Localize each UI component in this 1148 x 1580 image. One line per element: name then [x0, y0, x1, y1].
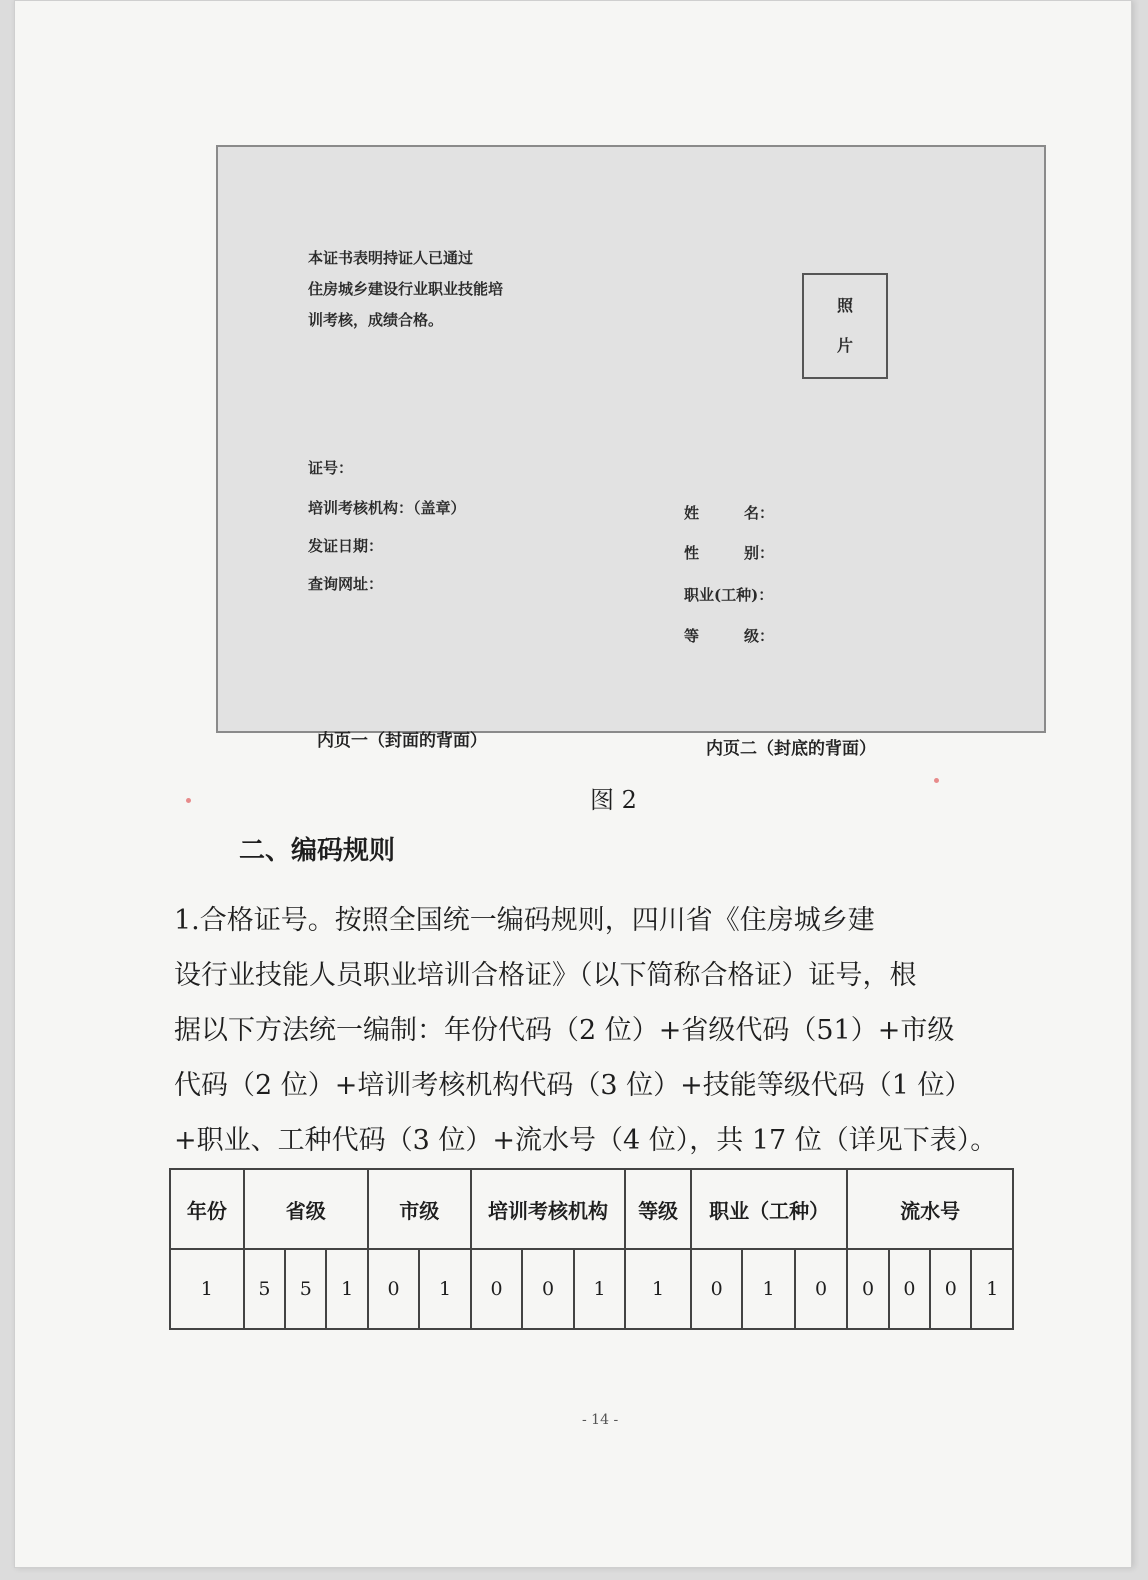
caption-inner-page-one: 内页一（封面的背面）: [317, 731, 487, 751]
header-province: 省级: [244, 1169, 368, 1249]
digit-cell: 1: [170, 1249, 244, 1329]
photo-label-char: 片: [836, 336, 853, 355]
field-query-url: 查询网址：: [308, 575, 384, 593]
statement-line: 本证书表明持证人已通过: [308, 249, 474, 267]
paragraph-line: 代码（2 位）+培训考核机构代码（3 位）+技能等级代码（1 位）: [174, 1070, 972, 1101]
digit-cell: 0: [691, 1249, 742, 1329]
figure-title: 图 2: [590, 786, 637, 814]
field-training-org: 培训考核机构：（盖章）: [308, 499, 466, 517]
certificate-inner-pages-image: [216, 145, 1046, 733]
digit-cell: 1: [971, 1249, 1013, 1329]
digit-cell: 1: [742, 1249, 794, 1329]
field-occupation: 职业(工种)：: [684, 586, 774, 604]
paragraph-line: 据以下方法统一编制：年份代码（2 位）+省级代码（51）+市级: [174, 1015, 955, 1046]
statement-line: 训考核，成绩合格。: [308, 311, 444, 329]
photo-label-char: 照: [836, 296, 853, 315]
digit-cell: 0: [471, 1249, 522, 1329]
table-digit-row: [170, 1249, 1013, 1329]
digit-cell: 0: [522, 1249, 573, 1329]
digit-cell: 1: [326, 1249, 367, 1329]
caption-inner-page-two: 内页二（封底的背面）: [706, 739, 876, 759]
table-header-row: [170, 1169, 1013, 1249]
field-gender: 性 别：: [684, 544, 775, 562]
header-city: 市级: [368, 1169, 471, 1249]
document-page: [14, 0, 1132, 1568]
paragraph-line: 设行业技能人员职业培训合格证》（以下简称合格证）证号，根: [174, 960, 917, 991]
header-year: 年份: [170, 1169, 244, 1249]
code-structure-table: [169, 1168, 1014, 1330]
field-name: 姓 名：: [684, 504, 775, 522]
page-number: - 14 -: [582, 1412, 619, 1428]
digit-cell: 0: [930, 1249, 971, 1329]
coding-rule-paragraph: [174, 893, 1014, 1168]
digit-cell: 1: [625, 1249, 691, 1329]
field-cert-number: 证号：: [308, 459, 354, 477]
ink-speck: [186, 798, 191, 803]
header-occupation: 职业（工种）: [691, 1169, 847, 1249]
section-heading: 二、编码规则: [239, 836, 396, 866]
digit-cell: 1: [419, 1249, 470, 1329]
digit-cell: 0: [368, 1249, 419, 1329]
header-level: 等级: [625, 1169, 691, 1249]
paragraph-line: 1.合格证号。按照全国统一编码规则，四川省《住房城乡建: [174, 905, 875, 936]
digit-cell: 5: [244, 1249, 285, 1329]
certificate-statement: [308, 243, 578, 336]
field-level: 等 级：: [684, 627, 775, 645]
digit-cell: 1: [574, 1249, 626, 1329]
digit-cell: 0: [889, 1249, 930, 1329]
ink-speck: [934, 778, 939, 783]
paragraph-line: +职业、工种代码（3 位）+流水号（4 位），共 17 位（详见下表）。: [174, 1125, 998, 1156]
header-serial: 流水号: [847, 1169, 1013, 1249]
digit-cell: 0: [847, 1249, 888, 1329]
digit-cell: 5: [285, 1249, 326, 1329]
statement-line: 住房城乡建设行业职业技能培: [308, 280, 504, 298]
digit-cell: 0: [795, 1249, 848, 1329]
photo-placeholder: [802, 273, 888, 379]
field-issue-date: 发证日期：: [308, 537, 384, 555]
header-training-org: 培训考核机构: [471, 1169, 625, 1249]
